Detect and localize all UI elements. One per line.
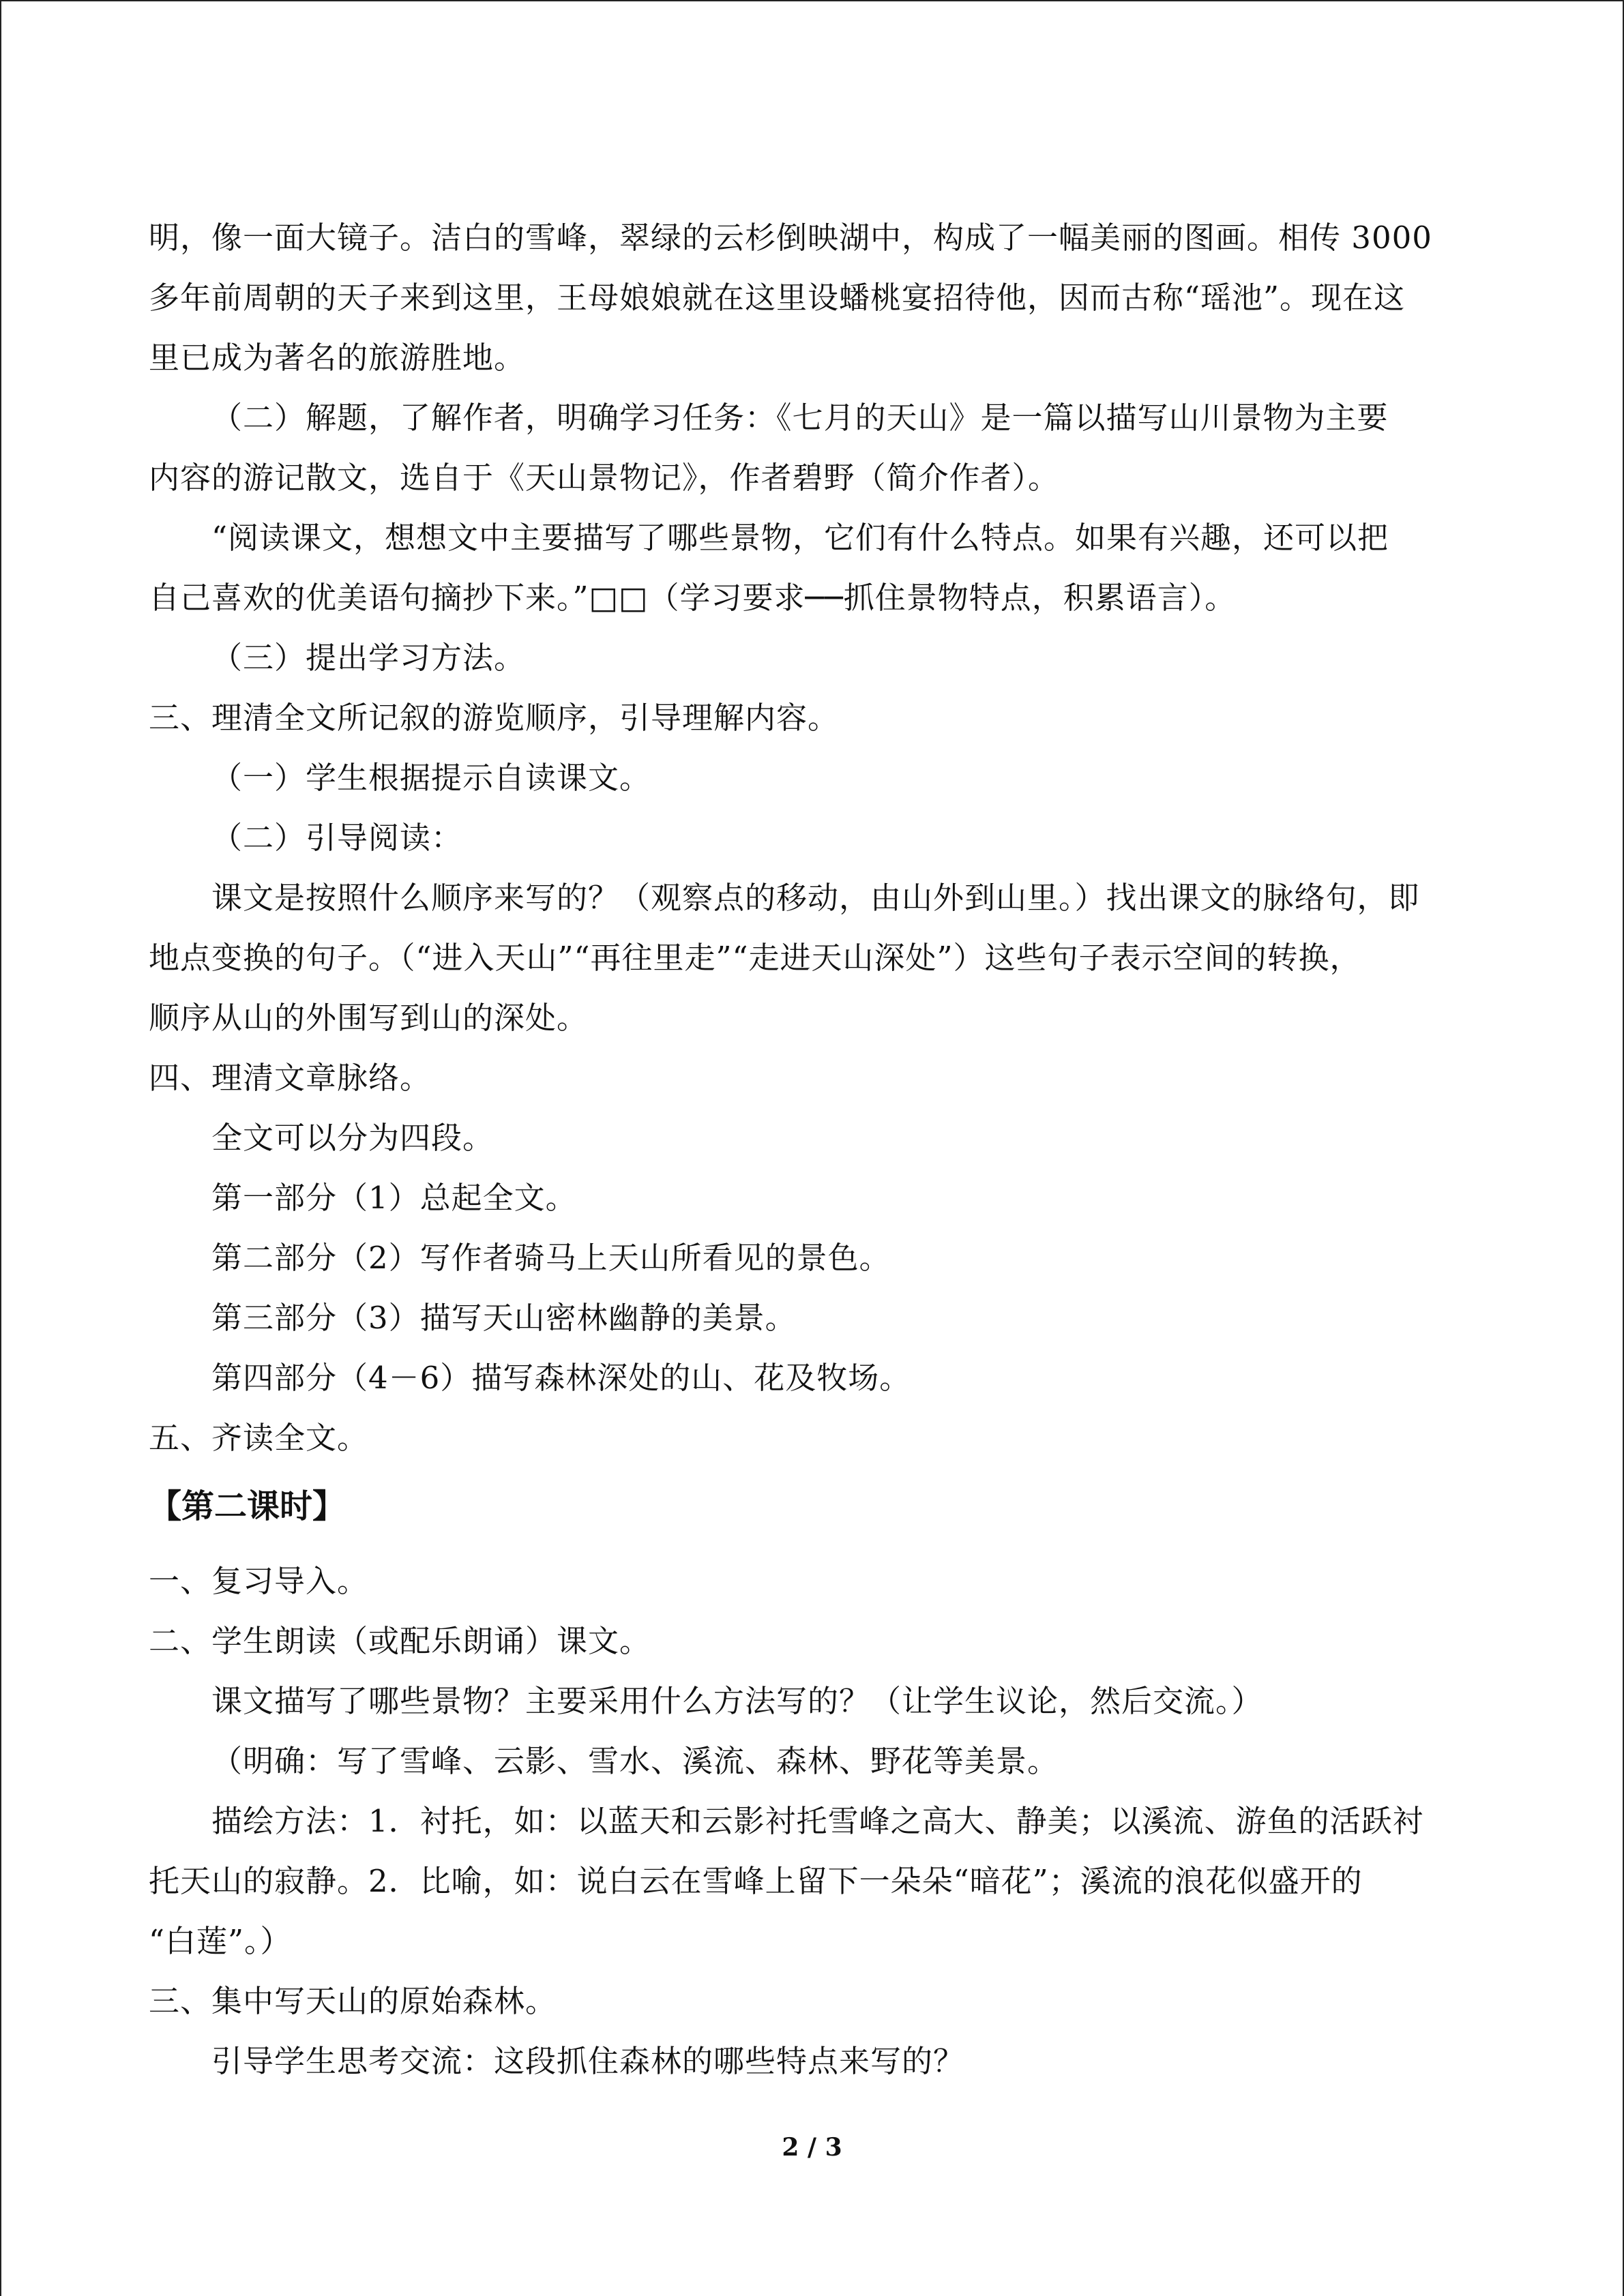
text-line: 五、齐读全文。 [149,1420,369,1456]
text-line: 明，像一面大镜子。洁白的雪峰，翠绿的云杉倒映湖中，构成了一幅美丽的图画。相传 3000 [149,220,1432,256]
text-line: 顺序从山的外围写到山的深处。 [149,1000,589,1036]
text-line: 多年前周朝的天子来到这里，王母娘娘就在这里设蟠桃宴招待他，因而古称“瑶池”。现在这 [149,280,1406,316]
text-line: 里已成为著名的旅游胜地。 [149,340,526,376]
text-line: 三、理清全文所记叙的游览顺序，引导理解内容。 [149,700,840,736]
text-line: “阅读课文，想想文中主要描写了哪些景物，它们有什么特点。如果有兴趣，还可以把 [211,520,1389,556]
text-line: 第三部分（3）描写天山密林幽静的美景。 [211,1300,797,1336]
text-line: 描绘方法：1．衬托，如：以蓝天和云影衬托雪峰之高大、静美；以溪流、游鱼的活跃衬 [211,1803,1424,1839]
text-line: 引导学生思考交流：这段抓住森林的哪些特点来写的？ [211,2043,965,2079]
document-body [149,208,1475,2091]
text-line: 全文可以分为四段。 [211,1120,494,1156]
text-line: 内容的游记散文，选自于《天山景物记》，作者碧野（简介作者）。 [149,460,1060,496]
text-block-lesson-two [149,1551,1475,2091]
text-line: （三）提出学习方法。 [211,640,526,676]
text-line: （二）解题，了解作者，明确学习任务：《七月的天山》是一篇以描写山川景物为主要 [211,400,1389,436]
text-line: 二、学生朗读（或配乐朗诵）课文。 [149,1623,651,1659]
text-line: 一、复习导入。 [149,1563,369,1599]
text-line: （明确：写了雪峰、云影、雪水、溪流、森林、野花等美景。 [211,1743,1059,1779]
text-line: 第二部分（2）写作者骑马上天山所看见的景色。 [211,1240,891,1276]
page-top-border [0,0,1624,4]
text-line: 第四部分（4－6）描写森林深处的山、花及牧场。 [211,1360,911,1396]
text-block-lesson-one [149,208,1475,1468]
text-line: 三、集中写天山的原始森林。 [149,1983,557,2019]
text-line: （一）学生根据提示自读课文。 [211,760,651,796]
text-line: （二）引导阅读： [211,820,463,856]
text-line: 课文描写了哪些景物？主要采用什么方法写的？（让学生议论，然后交流。） [211,1683,1263,1719]
text-line: 课文是按照什么顺序来写的？（观察点的移动，由山外到山里。）找出课文的脉络句，即 [211,880,1420,916]
text-line: 四、理清文章脉络。 [149,1060,432,1096]
page-number: 2 / 3 [782,2133,842,2162]
text-line: 托天山的寂静。2．比喻，如：说白云在雪峰上留下一朵朵“暗花”；溪流的浪花似盛开的 [149,1863,1363,1899]
text-line: 地点变换的句子。（“进入天山”“再往里走”“走进天山深处”）这些句子表示空间的转换， [149,940,1361,976]
page-left-border [0,0,1,2296]
section-heading: 【第二课时】 [149,1487,346,1525]
text-line: “白莲”。） [149,1923,292,1959]
text-line: 第一部分（1）总起全文。 [211,1180,577,1216]
text-line: 自己喜欢的优美语句摘抄下来。”□□（学习要求──抓住景物特点，积累语言）。 [149,580,1237,616]
